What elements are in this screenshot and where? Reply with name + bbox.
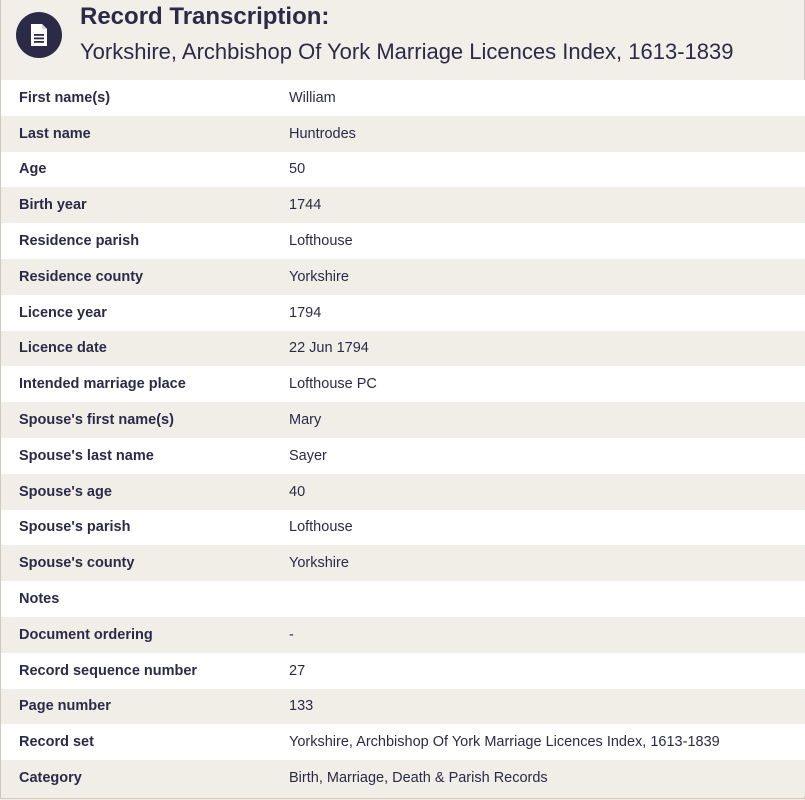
- field-value: Huntrodes: [289, 125, 356, 142]
- field-label: Intended marriage place: [19, 376, 186, 393]
- field-value: Lofthouse: [289, 233, 353, 250]
- field-value: 1744: [289, 197, 322, 214]
- record-table: [1, 80, 805, 796]
- field-label: Record sequence number: [19, 662, 198, 679]
- field-value: Yorkshire, Archbishop Of York Marriage Licences Index, 1613-1839: [289, 734, 720, 751]
- record-header: [1, 0, 804, 80]
- table-row: [1, 474, 805, 510]
- field-value: 1794: [289, 304, 322, 321]
- field-value: Sayer: [289, 447, 327, 464]
- table-row: [1, 366, 805, 402]
- field-value: 133: [289, 698, 314, 715]
- field-value: Mary: [289, 412, 322, 429]
- table-row: [1, 510, 805, 546]
- field-label: Residence parish: [19, 233, 140, 250]
- table-row: [1, 617, 805, 653]
- field-value: 22 Jun 1794: [289, 340, 369, 357]
- field-value: 50: [289, 161, 306, 178]
- table-row: [1, 152, 805, 188]
- field-label: Residence county: [19, 268, 144, 285]
- field-label: Record set: [19, 734, 94, 751]
- table-row: [1, 724, 805, 760]
- field-label: First name(s): [19, 89, 111, 106]
- field-label: Age: [19, 161, 47, 178]
- table-row: [1, 259, 805, 295]
- field-value: Birth, Marriage, Death & Parish Records: [289, 770, 548, 787]
- field-label: Spouse's age: [19, 483, 112, 500]
- table-row: [1, 545, 805, 581]
- field-value: William: [289, 89, 336, 106]
- field-label: Category: [19, 770, 82, 787]
- field-label: Spouse's parish: [19, 519, 131, 536]
- table-row: [1, 581, 805, 617]
- field-value: Yorkshire: [289, 268, 349, 285]
- field-label: Spouse's first name(s): [19, 412, 174, 429]
- table-row: [1, 331, 805, 367]
- field-label: Notes: [19, 591, 60, 608]
- field-value: 40: [289, 483, 306, 500]
- field-label: Document ordering: [19, 626, 153, 643]
- table-row: [1, 653, 805, 689]
- field-value: Lofthouse: [289, 519, 353, 536]
- record-set-subtitle: Yorkshire, Archbishop Of York Marriage Licences Index, 1613-1839: [80, 39, 734, 64]
- field-label: Licence year: [19, 304, 107, 321]
- table-row: [1, 438, 805, 474]
- table-row: [1, 689, 805, 725]
- table-row: [1, 187, 805, 223]
- table-row: [1, 295, 805, 331]
- field-value: [289, 581, 805, 617]
- table-row: [1, 760, 805, 796]
- document-icon: [16, 12, 62, 58]
- field-value: Yorkshire: [289, 555, 349, 572]
- field-label: Spouse's last name: [19, 447, 154, 464]
- table-row: [1, 223, 805, 259]
- table-row: [1, 80, 805, 116]
- table-row: [1, 402, 805, 438]
- table-row: [1, 116, 805, 152]
- field-label: Birth year: [19, 197, 87, 214]
- field-label: Last name: [19, 125, 91, 142]
- field-label: Licence date: [19, 340, 107, 357]
- field-label: Spouse's county: [19, 555, 135, 572]
- field-value: -: [289, 626, 294, 643]
- field-value: 27: [289, 662, 306, 679]
- field-value: Lofthouse PC: [289, 376, 377, 393]
- page-title: Record Transcription:: [80, 3, 330, 30]
- field-label: Page number: [19, 698, 111, 715]
